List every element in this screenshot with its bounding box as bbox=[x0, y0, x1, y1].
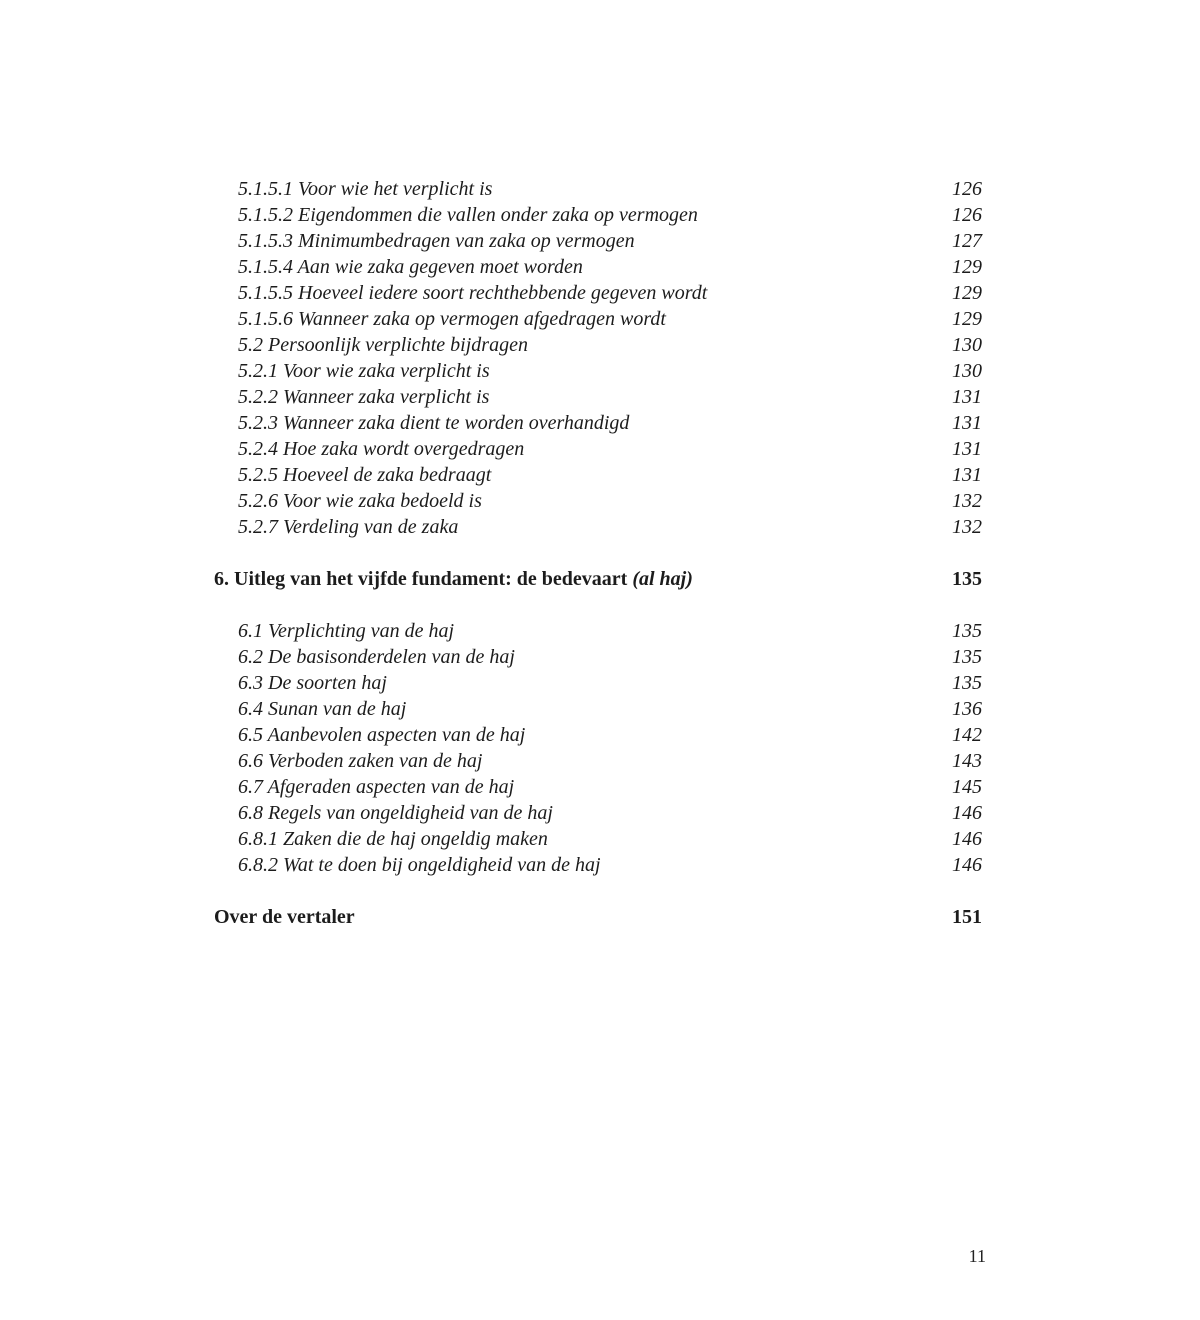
toc-entry-title: 6.8.2 Wat te doen bij ongeldigheid van de haj bbox=[238, 854, 601, 876]
toc-entry-title: 6.4 Sunan van de haj bbox=[238, 698, 407, 720]
toc-chapter-title: Over de vertaler bbox=[214, 906, 355, 928]
toc-entry-page: 146 bbox=[952, 854, 982, 876]
toc-entry-page: 135 bbox=[952, 620, 982, 642]
toc-chapter-title-main: 6. Uitleg van het vijfde fundament: de bedevaart bbox=[214, 568, 628, 590]
toc-entry-page: 146 bbox=[952, 802, 982, 824]
toc-entry[interactable] bbox=[214, 410, 982, 436]
toc-entry-title: 5.2.3 Wanneer zaka dient te worden overhandigd bbox=[238, 412, 630, 434]
toc-chapter-title-emphasis: (al haj) bbox=[632, 568, 693, 590]
toc-chapter-translator[interactable] bbox=[214, 904, 982, 930]
toc-entry[interactable] bbox=[214, 332, 982, 358]
toc-entry[interactable] bbox=[214, 774, 982, 800]
toc-entry[interactable] bbox=[214, 436, 982, 462]
toc-entry[interactable] bbox=[214, 488, 982, 514]
toc-entry[interactable] bbox=[214, 514, 982, 540]
toc-entry-title: 5.1.5.2 Eigendommen die vallen onder zaka op vermogen bbox=[238, 204, 698, 226]
toc-entry-title: 6.3 De soorten haj bbox=[238, 672, 387, 694]
toc-entry-page: 132 bbox=[952, 490, 982, 512]
toc-entry-page: 132 bbox=[952, 516, 982, 538]
toc-entry-title: 5.2 Persoonlijk verplichte bijdragen bbox=[238, 334, 528, 356]
toc-entry-title: 5.1.5.6 Wanneer zaka op vermogen afgedragen wordt bbox=[238, 308, 666, 330]
toc-entry[interactable] bbox=[214, 722, 982, 748]
toc-entry-page: 131 bbox=[952, 438, 982, 460]
toc-chapter-6[interactable] bbox=[214, 566, 982, 592]
toc-entry-title: 5.2.2 Wanneer zaka verplicht is bbox=[238, 386, 490, 408]
toc-entry-page: 130 bbox=[952, 360, 982, 382]
toc-entry-title: 6.5 Aanbevolen aspecten van de haj bbox=[238, 724, 526, 746]
toc-entry-title: 6.8 Regels van ongeldigheid van de haj bbox=[238, 802, 553, 824]
toc-entry[interactable] bbox=[214, 462, 982, 488]
toc-entry[interactable] bbox=[214, 176, 982, 202]
toc-entry-page: 129 bbox=[952, 256, 982, 278]
toc-entry-title: 5.1.5.3 Minimumbedragen van zaka op vermogen bbox=[238, 230, 635, 252]
toc-entry-title: 6.8.1 Zaken die de haj ongeldig maken bbox=[238, 828, 548, 850]
toc-entry-page: 126 bbox=[952, 178, 982, 200]
toc-entry[interactable] bbox=[214, 254, 982, 280]
toc-entry-title: 5.1.5.5 Hoeveel iedere soort rechthebbende gegeven wordt bbox=[238, 282, 708, 304]
toc-entry-title: 5.2.4 Hoe zaka wordt overgedragen bbox=[238, 438, 525, 460]
toc-entry[interactable] bbox=[214, 618, 982, 644]
table-of-contents bbox=[214, 176, 982, 930]
toc-entry[interactable] bbox=[214, 280, 982, 306]
toc-entry[interactable] bbox=[214, 306, 982, 332]
toc-entry[interactable] bbox=[214, 696, 982, 722]
toc-entry-title: 5.2.6 Voor wie zaka bedoeld is bbox=[238, 490, 482, 512]
toc-entry-title: 5.2.5 Hoeveel de zaka bedraagt bbox=[238, 464, 492, 486]
toc-entry-title: 5.1.5.4 Aan wie zaka gegeven moet worden bbox=[238, 256, 583, 278]
toc-entry-page: 136 bbox=[952, 698, 982, 720]
toc-entry-page: 146 bbox=[952, 828, 982, 850]
toc-chapter-page: 151 bbox=[952, 906, 982, 928]
toc-entry[interactable] bbox=[214, 748, 982, 774]
toc-entry[interactable] bbox=[214, 852, 982, 878]
toc-entry-page: 131 bbox=[952, 386, 982, 408]
toc-entry-page: 145 bbox=[952, 776, 982, 798]
toc-entry-page: 135 bbox=[952, 646, 982, 668]
toc-entry-page: 135 bbox=[952, 672, 982, 694]
toc-entry[interactable] bbox=[214, 228, 982, 254]
toc-entry-title: 6.1 Verplichting van de haj bbox=[238, 620, 455, 642]
toc-entry-page: 131 bbox=[952, 464, 982, 486]
toc-entry-page: 127 bbox=[952, 230, 982, 252]
toc-entry-title: 6.7 Afgeraden aspecten van de haj bbox=[238, 776, 515, 798]
toc-entry[interactable] bbox=[214, 670, 982, 696]
toc-entry-title: 5.2.1 Voor wie zaka verplicht is bbox=[238, 360, 490, 382]
toc-entry[interactable] bbox=[214, 826, 982, 852]
toc-chapter-title bbox=[214, 566, 693, 592]
toc-entry-title: 5.2.7 Verdeling van de zaka bbox=[238, 516, 459, 538]
toc-entry-title: 6.2 De basisonderdelen van de haj bbox=[238, 646, 515, 668]
toc-entry-page: 126 bbox=[952, 204, 982, 226]
toc-entry-page: 129 bbox=[952, 308, 982, 330]
toc-entry-page: 142 bbox=[952, 724, 982, 746]
toc-chapter-page: 135 bbox=[952, 568, 982, 590]
toc-entry[interactable] bbox=[214, 644, 982, 670]
toc-entry-page: 143 bbox=[952, 750, 982, 772]
toc-entry-page: 130 bbox=[952, 334, 982, 356]
toc-entry[interactable] bbox=[214, 202, 982, 228]
toc-entry[interactable] bbox=[214, 384, 982, 410]
page-number: 11 bbox=[968, 1246, 986, 1266]
toc-entry-page: 131 bbox=[952, 412, 982, 434]
toc-entry-title: 6.6 Verboden zaken van de haj bbox=[238, 750, 483, 772]
toc-entry[interactable] bbox=[214, 358, 982, 384]
toc-entry[interactable] bbox=[214, 800, 982, 826]
toc-entry-title: 5.1.5.1 Voor wie het verplicht is bbox=[238, 178, 493, 200]
toc-entry-page: 129 bbox=[952, 282, 982, 304]
